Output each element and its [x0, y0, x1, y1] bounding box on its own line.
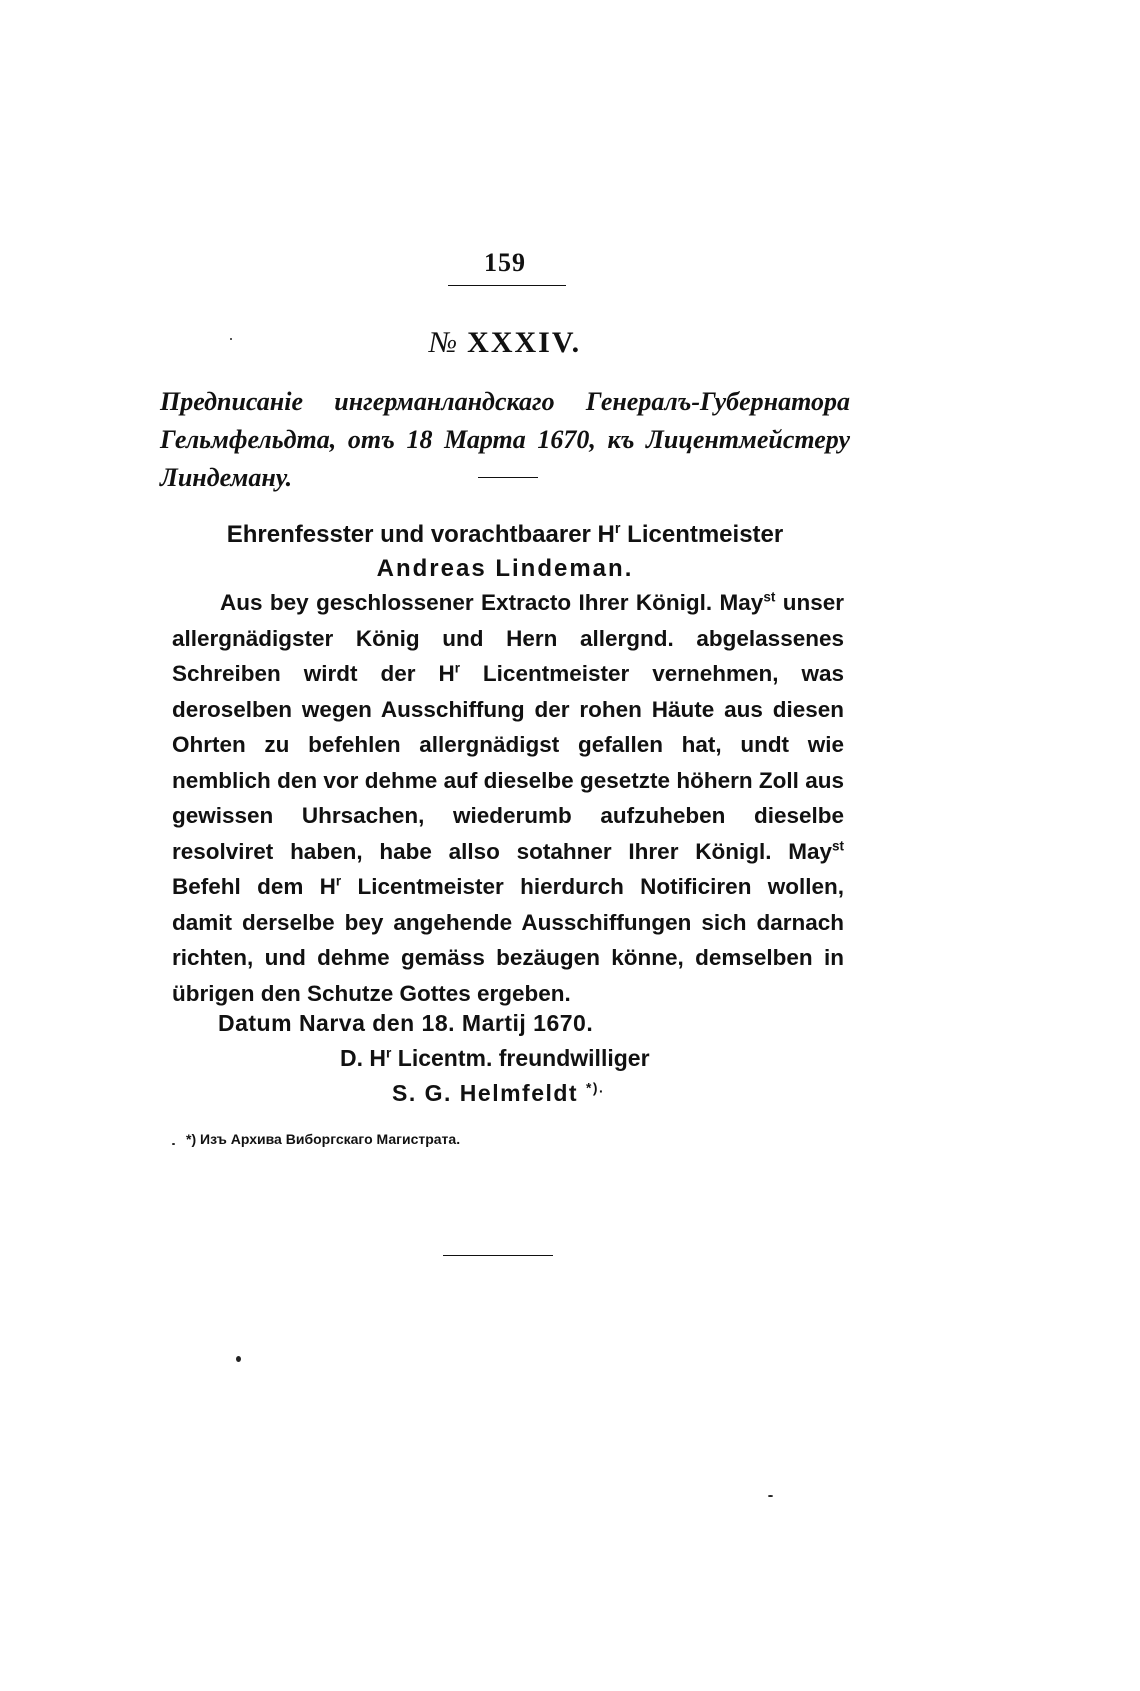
salutation-line-2: Andreas Lindeman.: [376, 555, 634, 582]
document-number-value: XXXIV.: [467, 326, 582, 359]
ink-speck: [768, 1495, 773, 1497]
heading-divider: [478, 477, 538, 478]
salutation: [0, 518, 1010, 586]
ink-speck: [172, 1143, 175, 1145]
document-heading: Предписаніе ингерманландскаго Генералъ-Губернатора Гельмфельдта, отъ 18 Марта 1670, къ Лицентмейстеру Линдеману.: [160, 387, 850, 492]
page-number-rule: [448, 285, 566, 286]
number-sign: №: [428, 326, 460, 359]
page-number: 159: [484, 248, 526, 277]
ink-speck: [236, 1356, 241, 1362]
salutation-line-1: Ehrenfesster und vorachtbaarer $H^r$ Licentmeister: [226, 521, 784, 548]
document-number: [0, 326, 1010, 360]
end-rule: [443, 1255, 553, 1256]
letter-body: Aus bey geschlossener Extracto Ihrer Königl. May$^{st}$ unser allergnädigster König und Hern allergnd. abgelassenes Schreiben wirdt der $H^r$ Licentmeister vernehmen, was deroselben wegen Ausschiffung der rohen Häute aus diesen Ohrten zu befehlen allergnädigst gefallen hat, undt wie nemblich den vor dehme auf dieselbe gesetzte höhern Zoll aus gewissen Uhrsachen, wiederumb aufzuheben dieselbe resolviret haben, habe allso sotahner Ihrer Königl. May$^{st}$ Befehl dem $H^r$ Licentmeister hierdurch Notificiren wollen, damit derselbe bey angehende Ausschiffungen sich darnach richten, und dehme gemäss bezäugen könne, demselben in übrigen den Schutze Gottes ergeben.: [172, 589, 845, 1006]
footnote: *) Изъ Архива Виборгскаго Магистрата.: [186, 1131, 461, 1147]
ink-speck: [230, 338, 232, 340]
letter-date: Datum Narva den 18. Martij 1670.: [218, 1010, 594, 1036]
letter-signature: S. G. Helmfeldt *).: [392, 1080, 605, 1106]
letter-signoff: D. $H^r$ Licentm. freundwilliger: [340, 1045, 650, 1071]
